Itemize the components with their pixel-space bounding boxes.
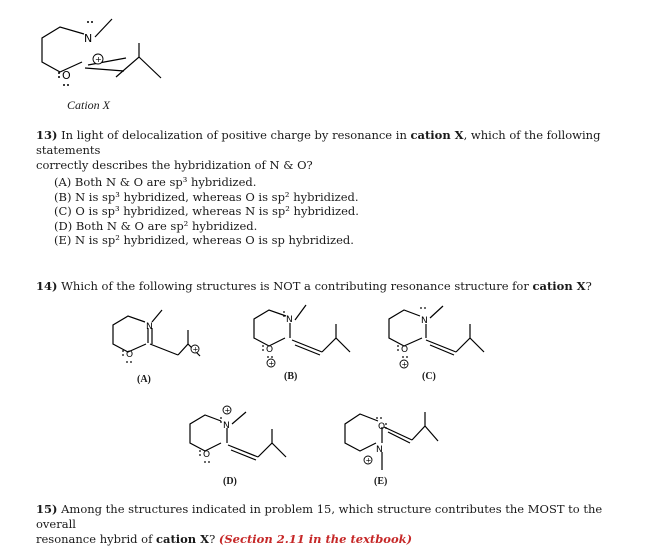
question-15-bold: cation X [156, 532, 210, 546]
cation-x-plus-sign: + [95, 55, 102, 64]
svg-text:+: + [365, 456, 372, 465]
question-15-line1: 15) Among the structures indicated in problem 15, which structure contributes the MOST to the overall [36, 502, 603, 531]
structure-c-nitrogen: N [421, 316, 428, 326]
structure-b-oxygen: O [266, 345, 274, 355]
question-14-number: 14) [36, 279, 58, 293]
question-13-number: 13) [36, 128, 58, 142]
question-15 [36, 502, 631, 547]
structure-a-nitrogen: N [146, 322, 153, 332]
structure-c-label: (C) [422, 371, 436, 382]
svg-text:+: + [268, 359, 275, 368]
structure-e-nitrogen: N [376, 445, 383, 455]
svg-text:+: + [192, 345, 199, 354]
structure-b-nitrogen: N [286, 315, 293, 325]
structure-d-nitrogen: N [223, 421, 230, 431]
option-13-e: (E) N is sp² hybridized, whereas O is sp hybridized. [54, 233, 354, 247]
question-13-line1: 13) In light of delocalization of positive charge by resonance in cation X, which of the following statements [36, 128, 601, 157]
question-15-line2: resonance hybrid of cation X? (Section 2.11 in the textbook) [36, 532, 413, 546]
textbook-reference: (Section 2.11 in the textbook) [218, 532, 413, 546]
cation-x-nitrogen: N [84, 32, 93, 45]
svg-text:+: + [401, 360, 408, 369]
option-13-c: (C) O is sp³ hybridized, whereas N is sp² hybridized. [54, 204, 359, 218]
structure-e-label: (E) [374, 476, 388, 487]
option-13-a: (A) Both N & O are sp³ hybridized. [54, 175, 257, 189]
structure-d-oxygen: O [203, 450, 211, 460]
question-15-number: 15) [36, 502, 58, 516]
cation-x-caption: Cation X [67, 98, 111, 112]
structure-d-label: (D) [223, 476, 237, 487]
structure-a-oxygen: O [126, 350, 134, 360]
structure-a-label: (A) [137, 374, 151, 385]
question-13-line2: correctly describes the hybridization of N & O? [36, 158, 313, 172]
question-14: 14) Which of the following structures is NOT a contributing resonance structure for cation X? [36, 279, 592, 293]
question-14-bold: cation X [532, 279, 586, 293]
svg-text:+: + [224, 406, 231, 415]
structure-e-oxygen: O [378, 422, 386, 432]
structure-b-label: (B) [284, 371, 298, 382]
question-13-bold: cation X [410, 128, 464, 142]
option-13-b: (B) N is sp³ hybridized, whereas O is sp² hybridized. [54, 189, 359, 204]
structure-c-oxygen: O [401, 345, 409, 355]
cation-x-oxygen: O [62, 69, 71, 82]
option-13-d: (D) Both N & O are sp² hybridized. [54, 218, 258, 233]
